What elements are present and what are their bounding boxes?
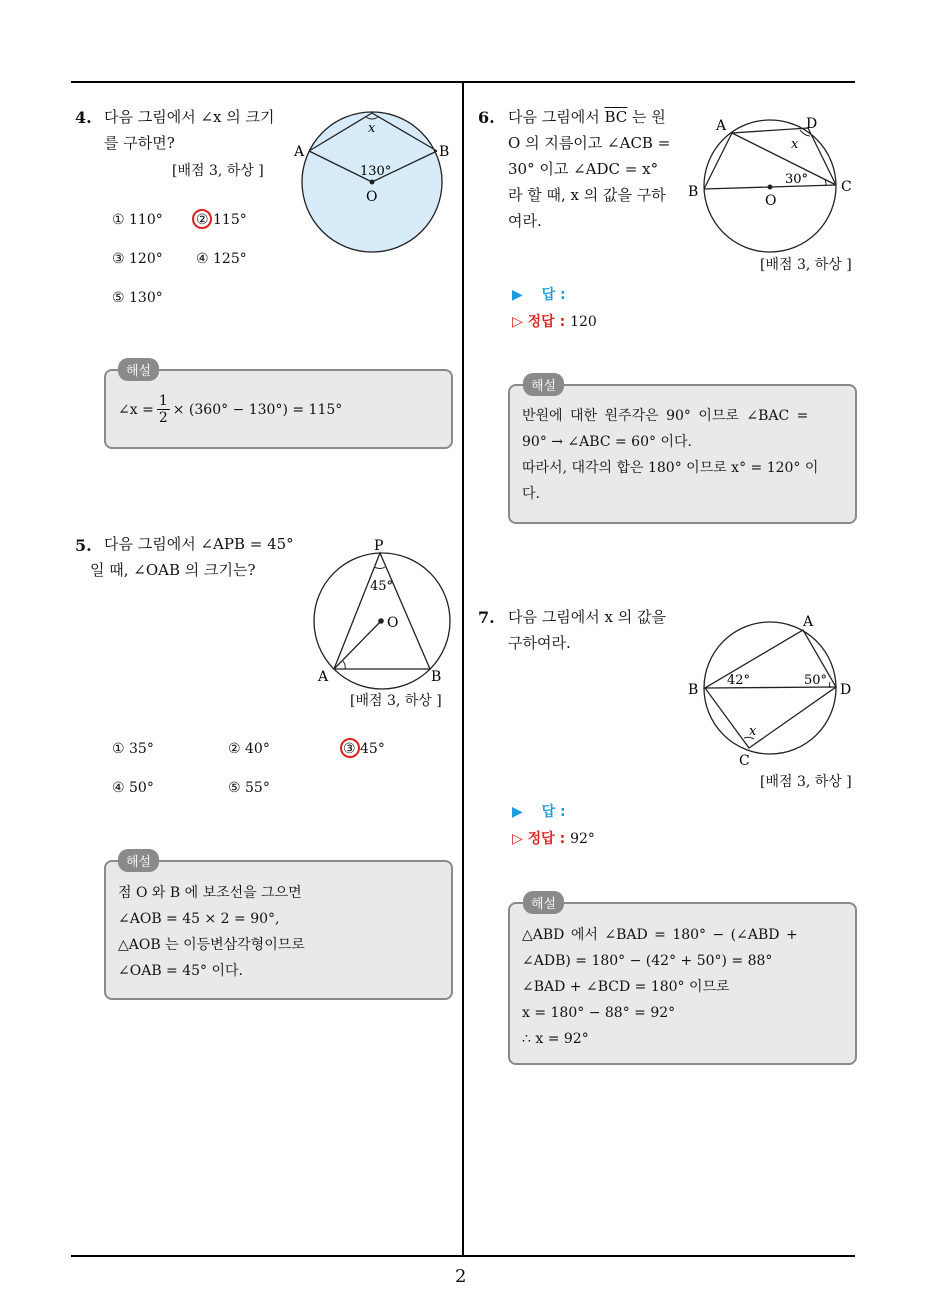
explanation-line: ∠OAB = 45° 이다. <box>118 963 244 979</box>
explanation-box <box>508 384 857 524</box>
question-text-line: 라 할 때, x 의 값을 구하 <box>508 186 666 204</box>
question-text-line: O 의 지름이고 ∠ACB = <box>508 134 671 152</box>
choice-3[interactable]: ③ 45° <box>343 741 385 757</box>
angle-mark-d <box>830 682 831 688</box>
explanation-line: x = 180° − 88° = 92° <box>522 1005 676 1021</box>
explanation-box <box>104 369 453 449</box>
question-text-line: 다음 그림에서 ∠APB = 45° <box>104 535 294 553</box>
explanation-tag: 해설 <box>523 373 564 396</box>
center-dot <box>768 185 773 190</box>
text-part: 는 원 <box>627 108 666 126</box>
correct-value: 120 <box>570 314 597 330</box>
question-text-line: 여라. <box>508 212 542 230</box>
fraction <box>157 393 170 426</box>
explanation-line: △ABD 에서 ∠BAD = 180° − (∠ABD + <box>522 927 798 943</box>
question-text-line: 다음 그림에서 x 의 값을 <box>508 608 666 626</box>
formula-suffix: × (360° − 130°) = 115° <box>172 401 343 418</box>
choice-5[interactable]: ⑤ 55° <box>228 780 270 796</box>
explanation-tag: 해설 <box>118 358 159 381</box>
choice-3[interactable]: ③ 120° <box>112 251 163 267</box>
question-number: 5. <box>75 536 92 555</box>
choice-2[interactable]: ② 40° <box>228 741 270 757</box>
label-b: B <box>688 184 699 200</box>
score-meta: [배점 3, 하상 ] <box>760 774 852 790</box>
label-b: B <box>439 144 450 160</box>
angle-mark-a <box>343 661 345 669</box>
fraction-numerator: 1 <box>158 393 168 409</box>
score-meta: [배점 3, 하상 ] <box>350 693 442 709</box>
question-text-line: 구하여라. <box>508 634 571 652</box>
correct-answer-row <box>512 828 595 848</box>
formula-prefix: ∠x = <box>118 401 154 418</box>
angle-mark-p <box>374 567 385 569</box>
correct-label: 정답 : <box>527 831 566 847</box>
correct-answer-row <box>512 311 597 331</box>
explanation-line: 따라서, 대각의 합은 180° 이므로 x° = 120° 이 <box>522 460 819 476</box>
explanation-line: 점 O 와 B 에 보조선을 그으면 <box>118 885 302 901</box>
choice-2[interactable]: ② 115° <box>196 212 247 228</box>
center-dot <box>378 618 384 624</box>
quad-lines <box>704 128 836 189</box>
score-meta: [배점 3, 하상 ] <box>172 163 264 179</box>
q5-figure <box>310 535 460 690</box>
explanation-box <box>104 860 453 1000</box>
label-angle-d: 50° <box>804 673 828 688</box>
label-angle: 130° <box>360 164 392 179</box>
column-divider <box>462 82 464 1257</box>
correct-label: 정답 : <box>527 314 566 330</box>
explanation-line: ∴ x = 92° <box>522 1031 589 1047</box>
answer-label: 답 : <box>541 804 566 820</box>
label-x: x <box>368 121 376 136</box>
question-number: 6. <box>478 108 495 127</box>
explanation-line: 다. <box>522 486 540 502</box>
label-d: D <box>840 682 852 698</box>
q7-figure <box>686 610 856 770</box>
angle-mark-c <box>825 180 826 186</box>
label-d: D <box>806 116 818 132</box>
overline-bc: $\overline{BC}$ <box>604 108 628 126</box>
explanation-tag: 해설 <box>523 891 564 914</box>
answer-row <box>512 801 566 821</box>
score-meta: [배점 3, 하상 ] <box>760 257 852 273</box>
explanation-line: △AOB 는 이등변삼각형이므로 <box>118 937 305 953</box>
label-x: x <box>791 137 799 152</box>
fraction-denominator: 2 <box>158 410 168 426</box>
quad-abcd <box>705 630 836 748</box>
explanation-line: ∠ADB) = 180° − (42° + 50°) = 88° <box>522 953 773 969</box>
center-dot <box>370 180 375 185</box>
selected-mark <box>192 209 212 229</box>
label-a: A <box>294 144 305 160</box>
segment-ao <box>334 621 381 669</box>
label-o: O <box>765 193 777 209</box>
label-a: A <box>716 118 727 134</box>
label-a: A <box>318 669 329 685</box>
question-text-line <box>508 104 666 130</box>
label-angle-b: 42° <box>727 673 751 688</box>
label-a: A <box>803 614 814 630</box>
explanation-line: 90° → ∠ABC = 60° 이다. <box>522 434 692 450</box>
question-text-line: 일 때, ∠OAB 의 크기는? <box>90 561 256 579</box>
text-part: 다음 그림에서 <box>508 108 605 126</box>
label-c: C <box>841 179 852 195</box>
question-number: 4. <box>75 108 92 127</box>
bottom-rule <box>71 1255 855 1257</box>
choice-4[interactable]: ④ 50° <box>112 780 154 796</box>
selected-mark <box>340 738 360 758</box>
page-number: 2 <box>455 1266 467 1287</box>
label-b: B <box>431 669 442 685</box>
question-text-line: 다음 그림에서 ∠x 의 크기 <box>104 108 275 126</box>
choice-5[interactable]: ⑤ 130° <box>112 290 163 306</box>
play-filled-icon: ▶ <box>512 804 523 820</box>
label-o: O <box>366 189 378 205</box>
label-b: B <box>688 682 699 698</box>
label-angle: 45° <box>370 579 394 594</box>
q4-figure <box>290 105 460 265</box>
answer-label: 답 : <box>541 287 566 303</box>
label-x: x <box>749 724 757 739</box>
play-filled-icon: ▶ <box>512 287 523 303</box>
answer-row <box>512 284 566 304</box>
choice-4[interactable]: ④ 125° <box>196 251 247 267</box>
label-o: O <box>387 615 399 631</box>
choice-1[interactable]: ① 35° <box>112 741 154 757</box>
label-p: P <box>374 538 384 554</box>
triangle-apb <box>334 553 430 669</box>
segment-ac <box>732 133 836 185</box>
choice-1[interactable]: ① 110° <box>112 212 163 228</box>
correct-value: 92° <box>570 831 595 847</box>
explanation-line: ∠AOB = 45 × 2 = 90°, <box>118 911 280 927</box>
explanation-line: 반원에 대한 원주각은 90° 이므로 ∠BAC = <box>522 408 809 424</box>
explanation-line: ∠BAD + ∠BCD = 180° 이므로 <box>522 979 730 995</box>
label-c: C <box>739 753 750 769</box>
q6-figure <box>686 108 856 258</box>
explanation-box <box>508 902 857 1065</box>
play-outline-icon: ▷ <box>512 831 523 847</box>
explanation-formula <box>118 393 342 426</box>
explanation-tag: 해설 <box>118 849 159 872</box>
question-number: 7. <box>478 608 495 627</box>
play-outline-icon: ▷ <box>512 314 523 330</box>
question-text-line: 를 구하면? <box>104 134 175 152</box>
question-text-line: 30° 이고 ∠ADC = x° <box>508 160 659 178</box>
label-angle: 30° <box>785 172 809 187</box>
